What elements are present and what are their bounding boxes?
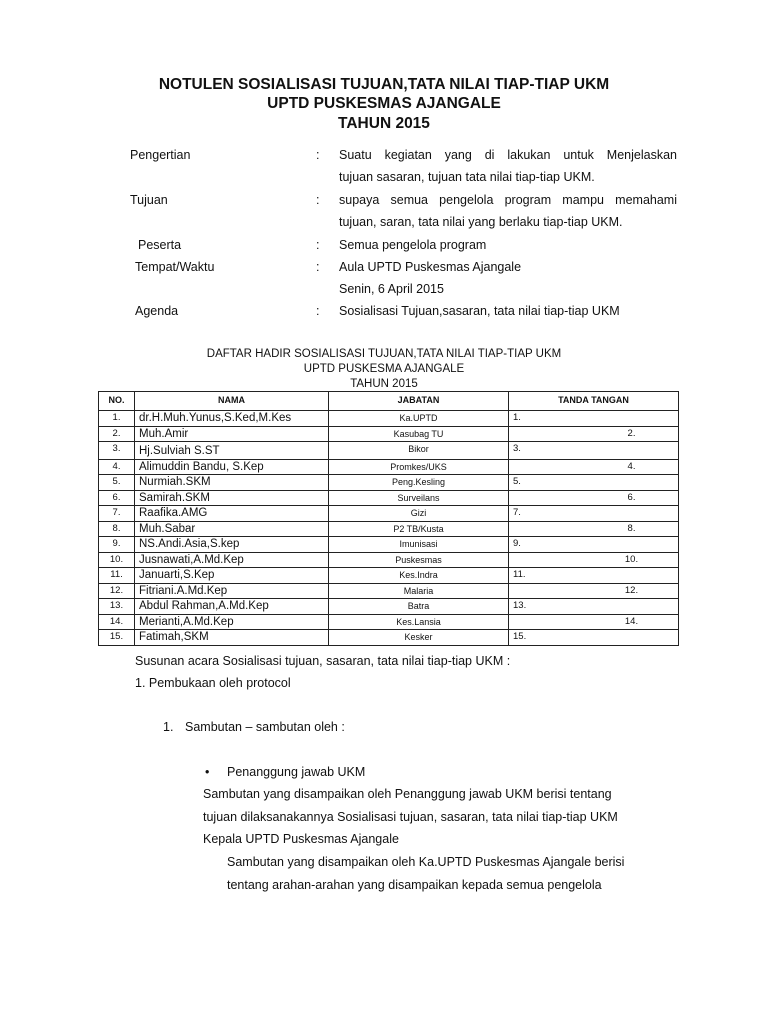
bullet-item-penanggung-jawab: Penanggung jawab UKM [227,765,366,779]
cell-no: 1. [99,411,135,427]
cell-tanda-tangan: 5. [509,475,679,491]
cell-jabatan: Kesker [329,630,509,646]
attendance-title-line3: TAHUN 2015 [350,378,418,390]
info-value-tujuan [339,189,677,233]
cell-tanda-tangan: 15. [509,630,679,646]
attendance-title-line2: UPTD PUSKESMA AJANGALE [303,363,465,375]
info-label-peserta: Peserta [138,238,182,252]
cell-nama: Hj.Sulviah S.ST [135,442,329,460]
table-row [99,630,679,646]
table-row [99,411,679,427]
cell-no: 9. [99,537,135,553]
info-line: Aula UPTD Puskesmas Ajangale [339,260,522,274]
cell-tanda-tangan: 14. [509,614,679,630]
cell-no: 2. [99,426,135,442]
cell-tanda-tangan: 6. [509,490,679,506]
info-value-tempat-waktu [339,256,677,300]
cell-jabatan: Ka.UPTD [329,411,509,427]
header-tanda-tangan: TANDA TANGAN [509,392,679,411]
info-line: tujuan sasaran, tujuan tata nilai tiap-tiap UKM. [339,170,595,184]
cell-jabatan: Kes.Indra [329,568,509,584]
doc-title-line1: NOTULEN SOSIALISASI TUJUAN,TATA NILAI TIAP-TIAP UKM [158,76,610,93]
table-row [99,599,679,615]
table-row [99,521,679,537]
paragraph-line: Sambutan yang disampaikan oleh Ka.UPTD Puskesmas Ajangale berisi [227,855,625,869]
info-label-tempat-waktu: Tempat/Waktu [135,260,215,274]
cell-no: 4. [99,459,135,475]
table-row [99,568,679,584]
info-line: Sosialisasi Tujuan,sasaran, tata nilai tiap-tiap UKM [339,304,620,318]
doc-title-line3: TAHUN 2015 [338,115,430,132]
info-line: tujuan, saran, tata nilai yang berlaku tiap-tiap UKM. [339,215,623,229]
cell-nama: Nurmiah.SKM [135,475,329,491]
table-row [99,459,679,475]
cell-tanda-tangan: 1. [509,411,679,427]
cell-no: 11. [99,568,135,584]
table-row [99,475,679,491]
table-row [99,442,679,460]
cell-tanda-tangan: 13. [509,599,679,615]
table-row [99,506,679,522]
table-row [99,537,679,553]
cell-jabatan: Malaria [329,583,509,599]
cell-tanda-tangan: 3. [509,442,679,460]
bullet-icon: • [205,765,210,779]
cell-no: 10. [99,552,135,568]
info-line: Senin, 6 April 2015 [339,282,444,296]
cell-tanda-tangan: 2. [509,426,679,442]
cell-jabatan: Bikor [329,442,509,460]
cell-nama: Merianti,A.Md.Kep [135,614,329,630]
table-header-row [99,392,679,411]
header-no: NO. [99,392,135,411]
info-label-tujuan: Tujuan [130,193,168,207]
cell-no: 8. [99,521,135,537]
cell-nama: Abdul Rahman,A.Md.Kep [135,599,329,615]
cell-tanda-tangan: 12. [509,583,679,599]
attendance-title-line1: DAFTAR HADIR SOSIALISASI TUJUAN,TATA NILAI TIAP-TIAP UKM [206,348,562,360]
info-colon: : [316,148,320,162]
cell-nama: Raafika.AMG [135,506,329,522]
info-colon: : [316,193,320,207]
cell-nama: Alimuddin Bandu, S.Kep [135,459,329,475]
info-line: supaya semua pengelola program mampu memahami [339,193,677,207]
cell-jabatan: Kasubag TU [329,426,509,442]
cell-no: 12. [99,583,135,599]
cell-nama: Samirah.SKM [135,490,329,506]
info-line: Suatu kegiatan yang di lakukan untuk Menjelaskan [339,148,677,162]
cell-nama: NS.Andi.Asia,S.kep [135,537,329,553]
info-colon: : [316,238,320,252]
paragraph-line: Kepala UPTD Puskesmas Ajangale [203,832,399,846]
cell-nama: dr.H.Muh.Yunus,S.Ked,M.Kes [135,411,329,427]
info-label-pengertian: Pengertian [130,148,191,162]
cell-no: 6. [99,490,135,506]
susunan-acara-text: Susunan acara Sosialisasi tujuan, sasaran, tata nilai tiap-tiap UKM : [135,654,511,668]
cell-tanda-tangan: 9. [509,537,679,553]
cell-nama: Fitriani.A.Md.Kep [135,583,329,599]
cell-nama: Muh.Sabar [135,521,329,537]
info-value-peserta [339,234,677,256]
info-value-agenda [339,300,677,322]
cell-tanda-tangan: 8. [509,521,679,537]
table-row [99,583,679,599]
attendance-table [98,391,679,646]
cell-jabatan: Batra [329,599,509,615]
header-nama: NAMA [135,392,329,411]
paragraph-line: tentang arahan-arahan yang disampaikan kepada semua pengelola [227,878,602,892]
agenda-item-number: 1. [163,720,174,734]
cell-no: 14. [99,614,135,630]
cell-jabatan: Puskesmas [329,552,509,568]
cell-jabatan: Imunisasi [329,537,509,553]
cell-jabatan: Promkes/UKS [329,459,509,475]
agenda-item-pembukaan: 1. Pembukaan oleh protocol [135,676,291,690]
cell-no: 15. [99,630,135,646]
paragraph-line: Sambutan yang disampaikan oleh Penanggung jawab UKM berisi tentang [203,787,612,801]
cell-nama: Januarti,S.Kep [135,568,329,584]
table-row [99,614,679,630]
cell-nama: Jusnawati,A.Md.Kep [135,552,329,568]
cell-no: 5. [99,475,135,491]
header-jabatan: JABATAN [329,392,509,411]
cell-no: 3. [99,442,135,460]
table-row [99,426,679,442]
cell-tanda-tangan: 11. [509,568,679,584]
cell-jabatan: Gizi [329,506,509,522]
doc-title-line2: UPTD PUSKESMAS AJANGALE [267,95,501,112]
cell-tanda-tangan: 4. [509,459,679,475]
paragraph-line: tujuan dilaksanakannya Sosialisasi tujuan, sasaran, tata nilai tiap-tiap UKM [203,810,618,824]
cell-no: 7. [99,506,135,522]
cell-jabatan: P2 TB/Kusta [329,521,509,537]
cell-nama: Muh.Amir [135,426,329,442]
table-row [99,552,679,568]
cell-jabatan: Kes.Lansia [329,614,509,630]
info-colon: : [316,260,320,274]
cell-nama: Fatimah,SKM [135,630,329,646]
info-value-pengertian [339,144,677,188]
table-row [99,490,679,506]
agenda-item-sambutan: Sambutan – sambutan oleh : [185,720,345,734]
cell-tanda-tangan: 10. [509,552,679,568]
cell-jabatan: Peng.Kesling [329,475,509,491]
cell-tanda-tangan: 7. [509,506,679,522]
info-line: Semua pengelola program [339,238,487,252]
cell-jabatan: Surveilans [329,490,509,506]
info-label-agenda: Agenda [135,304,179,318]
cell-no: 13. [99,599,135,615]
info-colon: : [316,304,320,318]
